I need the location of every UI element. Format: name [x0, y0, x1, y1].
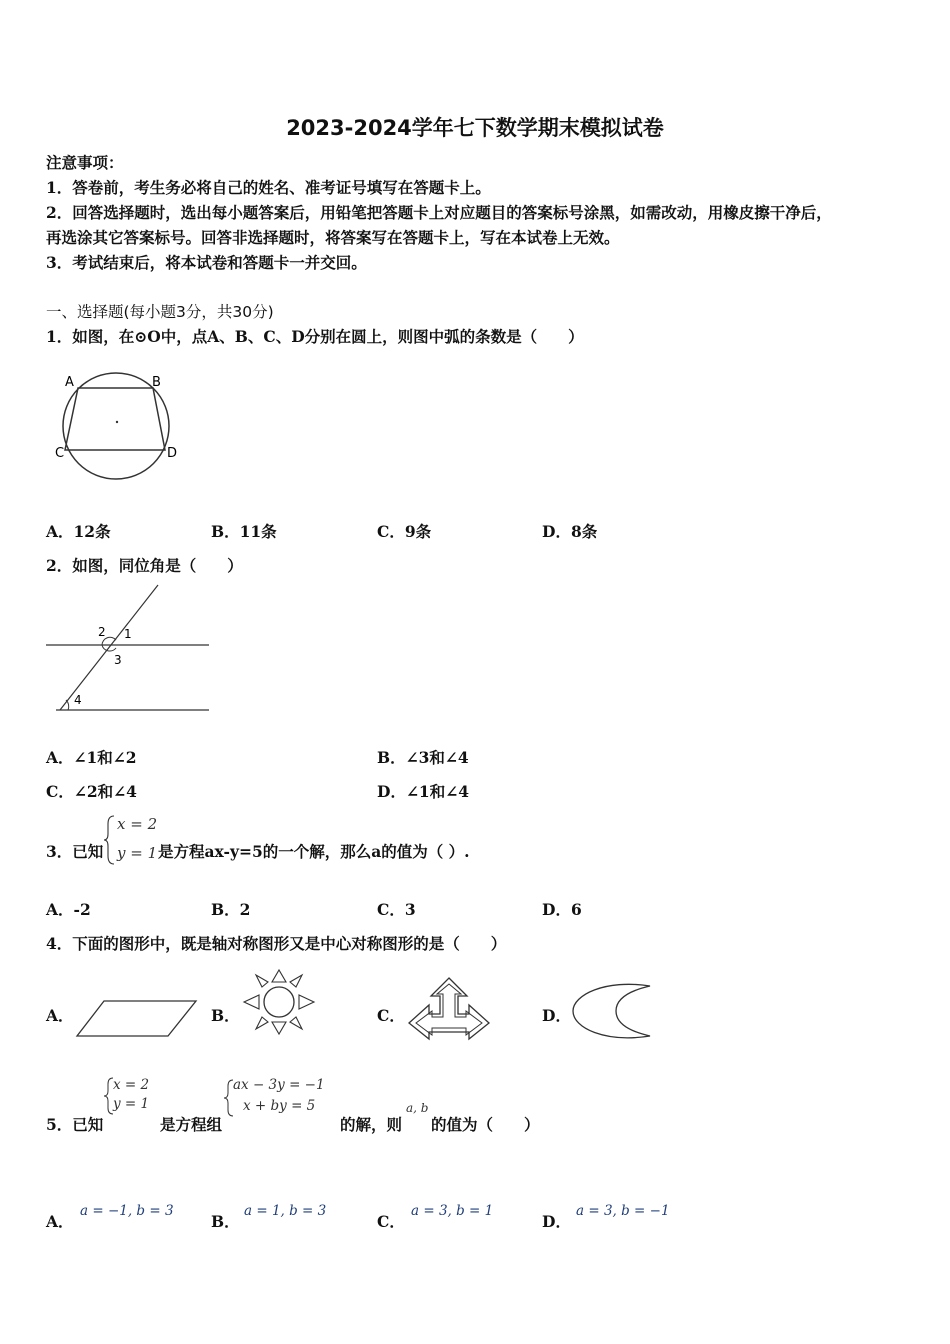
- q4-option-d[interactable]: D．: [542, 1006, 571, 1025]
- q3-suffix: 是方程ax-y=5的一个解，那么a的值为（ ）.: [158, 842, 470, 861]
- q4-sun-figure: [238, 968, 320, 1038]
- q4-option-c[interactable]: C．: [377, 1006, 405, 1025]
- q5-option-d-value: a = 3, b = −1: [576, 1203, 670, 1219]
- q4-stem: 4．下面的图形中，既是轴对称图形又是中心对称图形的是（ ）: [46, 934, 507, 953]
- q1-label-d: D: [167, 446, 178, 461]
- q4-arrows-figure: [405, 976, 493, 1042]
- q1-option-a[interactable]: A．12条: [46, 522, 111, 541]
- notes-heading: 注意事项：: [46, 153, 124, 172]
- q5-option-a-value: a = −1, b = 3: [80, 1203, 174, 1219]
- q5-option-b[interactable]: B．: [211, 1212, 240, 1231]
- q5-option-c[interactable]: C．: [377, 1212, 405, 1231]
- q2-stem: 2．如图，同位角是（ ）: [46, 556, 243, 575]
- q5-system1-eq2: y = 1: [113, 1096, 150, 1112]
- q1-label-b: B: [152, 375, 161, 390]
- notes-line-1: 1．答卷前，考生务必将自己的姓名、准考证号填写在答题卡上。: [46, 178, 491, 197]
- q5-system2-eq2: x + by = 5: [243, 1098, 316, 1114]
- q4-crescent-figure: [570, 983, 654, 1039]
- q2-label-2: 2: [98, 625, 106, 639]
- notes-line-2a: 2．回答选择题时，选出每小题答案后，用铅笔把答题卡上对应题目的答案标号涂黑，如需改动，用橡皮擦干净后，: [46, 203, 832, 222]
- q1-option-b[interactable]: B．11条: [211, 522, 277, 541]
- q2-option-c[interactable]: C．∠2和∠4: [46, 782, 137, 801]
- q3-option-b[interactable]: B．2: [211, 900, 251, 919]
- q3-option-c[interactable]: C．3: [377, 900, 416, 919]
- notes-line-2b: 再选涂其它答案标号。回答非选择题时，将答案写在答题卡上，写在本试卷上无效。: [46, 228, 620, 247]
- q1-option-c[interactable]: C．9条: [377, 522, 432, 541]
- q2-label-1: 1: [124, 627, 132, 641]
- q5-middle: 是方程组: [160, 1115, 223, 1134]
- q2-label-3: 3: [114, 653, 122, 667]
- q5-option-d[interactable]: D．: [542, 1212, 571, 1231]
- q1-option-d[interactable]: D．8条: [542, 522, 598, 541]
- q5-system1-eq1: x = 2: [113, 1077, 150, 1093]
- q3-prefix: 3．已知: [46, 842, 104, 861]
- q5-option-b-value: a = 1, b = 3: [244, 1203, 327, 1219]
- q4-option-a[interactable]: A．: [46, 1006, 74, 1025]
- q3-option-d[interactable]: D．6: [542, 900, 582, 919]
- q5-system2-eq1: ax − 3y = −1: [233, 1077, 325, 1093]
- q2-option-d[interactable]: D．∠1和∠4: [377, 782, 469, 801]
- q3-eq-2: y = 1: [117, 844, 158, 862]
- page-title: 2023-2024学年七下数学期末模拟试卷: [286, 116, 664, 140]
- q3-option-a[interactable]: A．-2: [46, 900, 91, 919]
- q5-suffix: 的值为（ ）: [431, 1115, 540, 1134]
- section-heading: 一、选择题(每小题3分，共30分): [46, 303, 274, 321]
- q2-option-a[interactable]: A．∠1和∠2: [46, 748, 137, 767]
- q5-vars: a, b: [406, 1101, 429, 1115]
- q5-option-c-value: a = 3, b = 1: [411, 1203, 494, 1219]
- q1-label-a: A: [65, 375, 74, 390]
- q2-angles-figure: [44, 582, 214, 717]
- q5-option-a[interactable]: A．: [46, 1212, 74, 1231]
- notes-line-3: 3．考试结束后，将本试卷和答题卡一并交回。: [46, 253, 367, 272]
- q5-prefix: 5．已知: [46, 1115, 104, 1134]
- q3-brace: [104, 814, 116, 866]
- q4-parallelogram-figure: [76, 998, 200, 1040]
- q1-circle-figure: [52, 370, 182, 490]
- q2-label-4: 4: [74, 693, 82, 707]
- q1-stem: 1．如图，在⊙O中，点A、B、C、D分别在圆上，则图中弧的条数是（ ）: [46, 327, 584, 346]
- q4-option-b[interactable]: B．: [211, 1006, 240, 1025]
- q3-eq-1: x = 2: [117, 815, 158, 833]
- q5-after: 的解，则: [340, 1115, 403, 1134]
- q1-label-c: C: [55, 446, 65, 461]
- q2-option-b[interactable]: B．∠3和∠4: [377, 748, 469, 767]
